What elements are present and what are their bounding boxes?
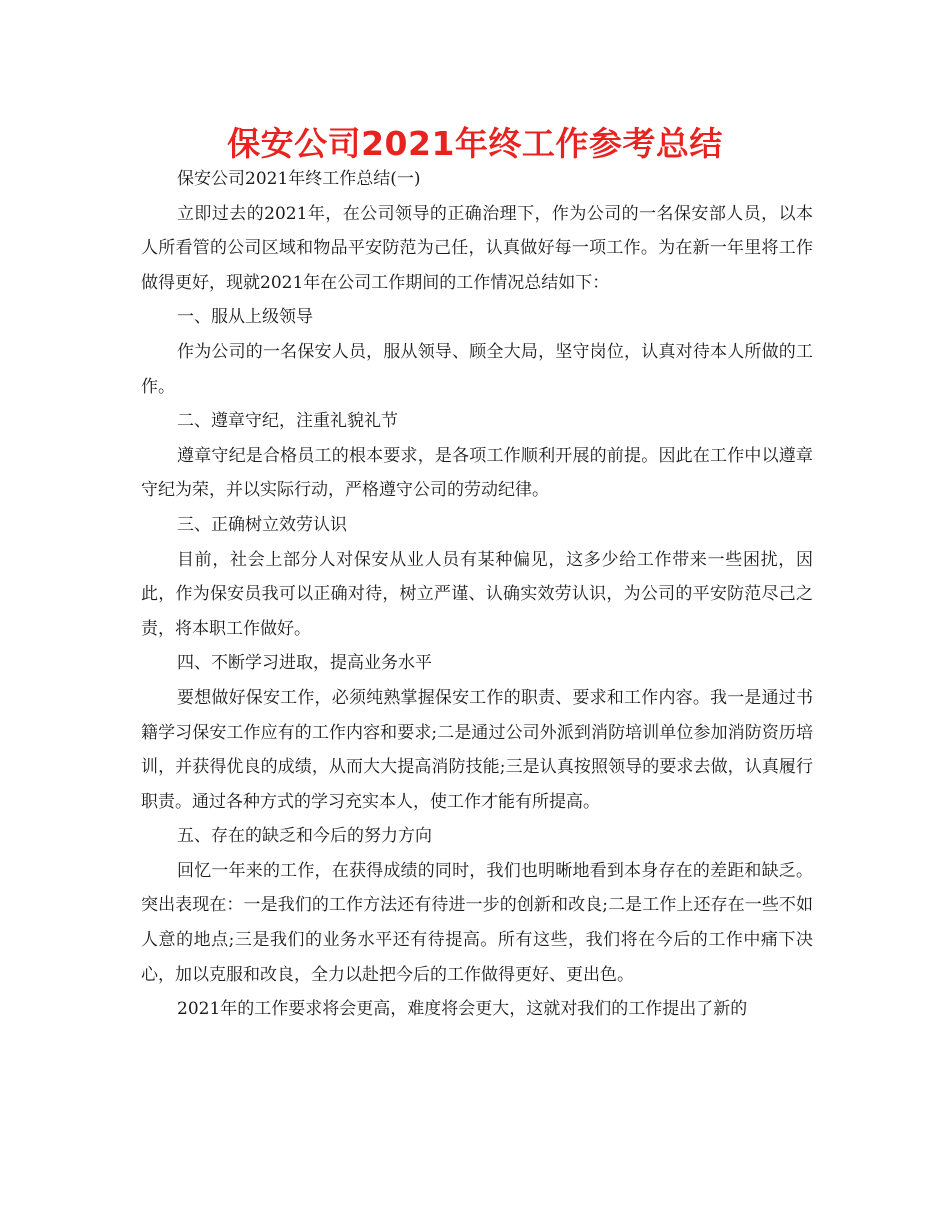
section-paragraph-2: 遵章守纪是合格员工的根本要求，是各项工作顺利开展的前提。因此在工作中以遵章守纪为荣，并以实际行动，严格遵守公司的劳动纪律。 <box>141 445 813 501</box>
section-paragraph-4: 要想做好保安工作，必须纯熟掌握保安工作的职责、要求和工作内容。我一是通过书籍学习保安工作应有的工作内容和要求;二是通过公司外派到消防培训单位参加消防资历培训，并获得优良的成绩，从而大大提高消防技能;三是认真按照领导的要求去做，认真履行职责。通过各种方式的学习充实本人，使工作才能有所提高。 <box>141 687 813 812</box>
intro-paragraph: 立即过去的2021年，在公司领导的正确治理下，作为公司的一名保安部人员，以本人所看管的公司区域和物品平安防范为己任，认真做好每一项工作。为在新一年里将工作做得更好，现就2021年在公司工作期间的工作情况总结如下： <box>141 203 813 293</box>
section-heading-1: 一、服从上级领导 <box>177 307 313 328</box>
section-paragraph-1: 作为公司的一名保安人员，服从领导、顾全大局，坚守岗位，认真对待本人所做的工作。 <box>141 341 813 397</box>
section-heading-4: 四、不断学习进取，提高业务水平 <box>177 653 432 674</box>
section-heading-3: 三、正确树立效劳认识 <box>177 514 347 535</box>
subtitle-paragraph: 保安公司2021年终工作总结(一) <box>177 169 421 189</box>
closing-paragraph: 2021年的工作要求将会更高，难度将会更大，这就对我们的工作提出了新的 <box>177 999 748 1020</box>
document-body <box>141 162 813 1027</box>
section-heading-2: 二、遵章守纪，注重礼貌礼节 <box>177 411 398 432</box>
section-heading-5: 五、存在的缺乏和今后的努力方向 <box>177 826 432 847</box>
section-paragraph-3: 目前，社会上部分人对保安从业人员有某种偏见，这多少给工作带来一些困扰，因此，作为保安员我可以正确对待，树立严谨、认确实效劳认识，为公司的平安防范尽己之责，将本职工作做好。 <box>141 549 813 639</box>
document-title: 保安公司2021年终工作参考总结 <box>227 124 723 163</box>
section-paragraph-5: 回忆一年来的工作，在获得成绩的同时，我们也明晰地看到本身存在的差距和缺乏。突出表现在：一是我们的工作方法还有待进一步的创新和改良;二是工作上还存在一些不如人意的地点;三是我们的业务水平还有待提高。所有这些，我们将在今后的工作中痛下决心，加以克服和改良，全力以赴把今后的工作做得更好、更出色。 <box>141 860 813 985</box>
